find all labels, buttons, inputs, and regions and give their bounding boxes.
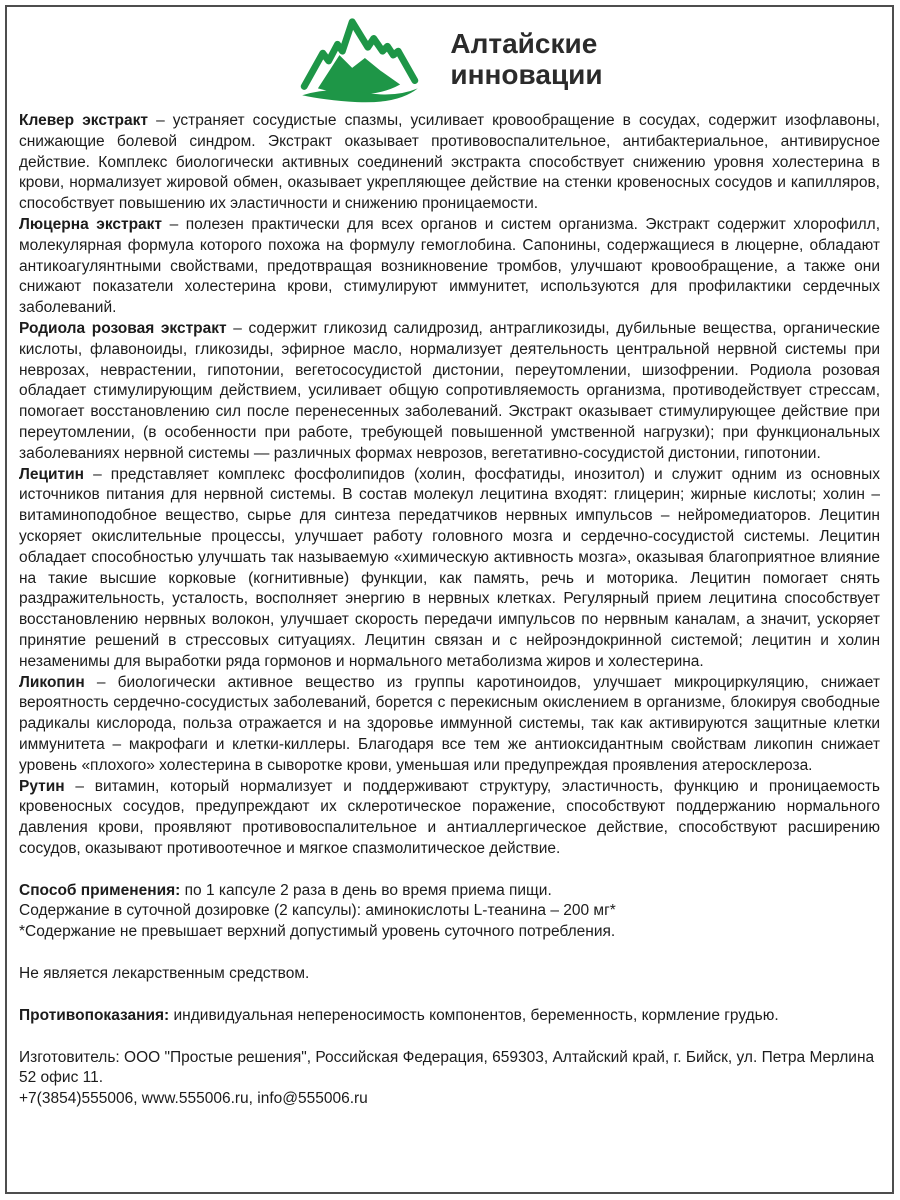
ingredient-paragraph-rutin — [19, 777, 880, 860]
ingredient-paragraph-lecithin — [19, 465, 880, 673]
contraindications-text: индивидуальная непереносимость компонентов, беременность, кормление грудью. — [169, 1006, 779, 1024]
usage-directions — [19, 881, 880, 902]
ingredient-description: – витамин, который нормализует и поддерживают структуру, эластичность, функцию и проницаемость кровеносных сосудов, предупреждают их склеротическое поражение, способствуют поддержанию нормального давления крови, проявляют противовоспалительное и антиаллергическое действие, способствуют расширению сосудов, оказывают противоотечное и мягкое спазмолитическое действие. — [19, 777, 880, 857]
brand-name-line1: Алтайские — [450, 28, 598, 59]
ingredient-paragraph-lycopene — [19, 673, 880, 777]
ingredient-paragraph-clover — [19, 111, 880, 215]
ingredient-description: – содержит гликозид салидрозид, антрагликозиды, дубильные вещества, органические кислоты, флавоноиды, гликозиды, эфирное масло, нормализует деятельность центральной нервной системы при неврозах, неврастении, гипотонии, вегетососудистой дистонии, переутомлении, шизофрении. Родиола розовая обладает стимулирующим действием, усиливает общую сопротивляемость организма, противодействует стрессам, помогает восстановлению сил после перенесенных заболеваний. Экстракт оказывает стимулирующее действие при переутомлении, (в особенности при работе, требующей повышенной умственной нагрузки); при функциональных заболеваниях нервной системы — различных формах неврозов, вегетативно-сосудистой дистонии, гипотонии. — [19, 319, 881, 462]
daily-dosage-line: Содержание в суточной дозировке (2 капсулы): аминокислоты L-теанина – 200 мг* — [19, 902, 616, 920]
ingredient-paragraph-rhodiola — [19, 319, 880, 465]
ingredient-name: Рутин — [19, 777, 65, 795]
brand-logo — [19, 11, 880, 107]
ingredient-description: – полезен практически для всех органов и систем организма. Экстракт содержит хлорофилл, молекулярная формула которого похожа на формулу гемоглобина. Сапонины, содержащиеся в люцерне, обладают антикоагулянтными свойствами, предотвращая возникновение тромбов, улучшают кровообращение, а также они снижают показатели холестерина крови, стимулируют иммунитет, используются для профилактики сердечных заболеваний. — [19, 215, 881, 317]
manufacturer-contacts: +7(3854)555006, www.555006.ru, info@555006.ru — [19, 1090, 368, 1108]
disclaimer-section — [19, 964, 880, 985]
dosage-footnote: *Содержание не превышает верхний допустимый уровень суточного потребления. — [19, 923, 616, 941]
contraindications-line — [19, 1006, 880, 1027]
usage-section — [19, 881, 880, 943]
contraindications-label: Противопоказания: — [19, 1006, 170, 1024]
page-content — [7, 7, 892, 1192]
ingredient-paragraph-alfalfa — [19, 215, 880, 319]
manufacturer-section — [19, 1048, 880, 1110]
mountain-logo-icon — [296, 12, 424, 106]
ingredient-name: Клевер экстракт — [19, 112, 148, 129]
ingredient-description: – биологически активное вещество из группы каротиноидов, улучшает микроциркуляцию, снижает вероятность сердечно-сосудистых заболеваний, борется с перекисным окислением в организме, блокируя свободные радикалы кислорода, польза отражается и на здоровье иммунной системы, так как активируются защитные клетки иммунитета – макрофаги и клетки-киллеры. Благодаря все тем же антиоксидантным свойствам ликопин снижает уровень «плохого» холестерина в сыворотке крови, уменьшая или предупреждая проявления атеросклероза. — [19, 673, 880, 774]
ingredient-name: Лецитин — [19, 465, 85, 483]
ingredient-description: – представляет комплекс фосфолипидов (холин, фосфатиды, инозитол) и служит одним из основных источников питания для нервной системы. В состав молекул лецитина входят: глицерин; жирные кислоты; холин – витаминоподобное вещество, сырье для синтеза передатчиков нервных импульсов – нейромедиаторов. Лецитин ускоряет окислительные процессы, улучшает работу головного мозга и сердечно-сосудистой системы. Лецитин обладает способностью улучшать так называемую «химическую активность мозга», оказывая благоприятное влияние на такие высшие корковые (когнитивные) функции, как память, речь и моторика. Лецитин помогает снять раздражительность, усталость, восполняет энергию в нервных клетках. Регулярный прием лецитина способствует восстановлению нервных волокон, улучшает скорость передачи импульсов по нервным каналам, а значит, ускоряет принятие решений в стрессовых ситуациях. Лецитин связан и с нейроэндокринной системой; лецитин и холин незаменимы для выработки ряда гормонов и нормального метаболизма жиров и холестерина. — [19, 465, 880, 670]
page-border — [5, 5, 894, 1194]
ingredient-description: – устраняет сосудистые спазмы, усиливает кровообращение в сосудах, содержит изофлавоны, снижающие болевой синдром. Экстракт оказывает противовоспалительное, антибактериальное, антивирусное действие. Комплекс биологически активных соединений экстракта способствует снижению уровня холестерина в крови, нормализует жировой обмен, оказывает укрепляющее действие на стенки кровеносных сосудов и капилляров, способствует повышению их эластичности и снижению проницаемости. — [19, 112, 880, 213]
not-a-medicine-notice: Не является лекарственным средством. — [19, 965, 310, 983]
brand-name — [450, 28, 602, 90]
label-text — [19, 111, 880, 1110]
usage-label: Способ применения: — [19, 881, 181, 899]
contraindications-section — [19, 1006, 880, 1027]
ingredient-name: Ликопин — [19, 673, 85, 691]
brand-name-line2: инновации — [450, 59, 603, 90]
manufacturer-address: Изготовитель: ООО "Простые решения", Российская Федерация, 659303, Алтайский край, г. Бийск, ул. Петра Мерлина 52 офис 11. — [19, 1048, 875, 1087]
usage-text: по 1 капсуле 2 раза в день во время приема пищи. — [180, 881, 552, 899]
ingredient-name: Родиола розовая экстракт — [19, 319, 227, 337]
ingredient-name: Люцерна экстракт — [19, 215, 163, 233]
